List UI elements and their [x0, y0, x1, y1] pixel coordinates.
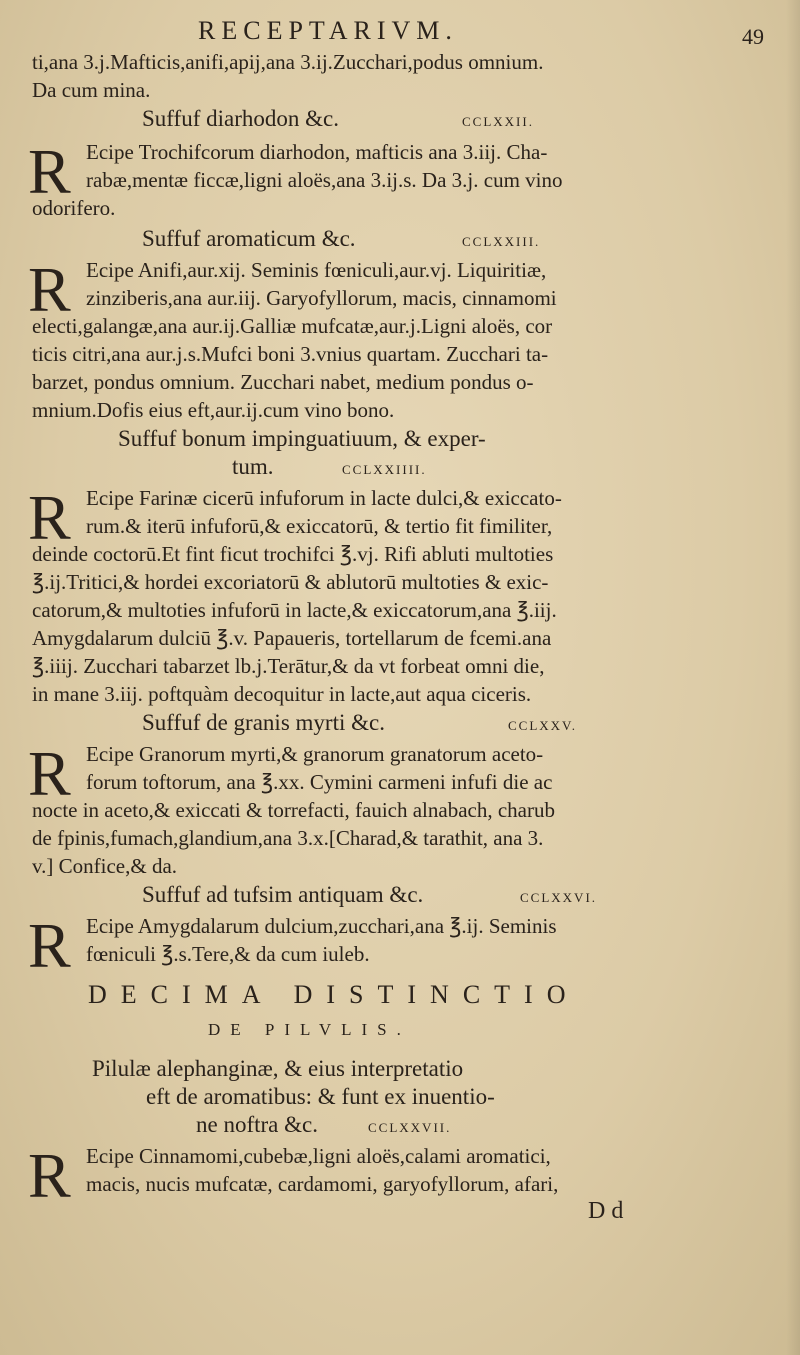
text-line: Ecipe Farinæ cicerū infuforum in lacte dulci,& exiccato-: [86, 486, 562, 510]
folio-number: 49: [742, 24, 764, 49]
text-line: barzet, pondus omnium. Zucchari nabet, medium pondus o-: [32, 370, 534, 394]
drop-cap: R: [28, 910, 71, 981]
text-line: de fpinis,fumach,glandium,ana 3.x.[Charad,& tarathit, ana 3.: [32, 826, 544, 850]
recipe-number: CCLXXII.: [462, 114, 534, 129]
recipe-title: Suffuf bonum impinguatiuum, & exper-: [118, 426, 486, 451]
recipe-title: Suffuf ad tufsim antiquam &c.: [142, 882, 424, 907]
text-line: Da cum mina.: [32, 78, 151, 102]
drop-cap: R: [28, 136, 71, 207]
text-line: Ecipe Amygdalarum dulcium,zucchari,ana ℥.ij. Seminis: [86, 914, 557, 938]
recipe-title: Suffuf aromaticum &c.: [142, 226, 356, 251]
page-edge-shadow: [786, 0, 800, 1355]
recipe-title: Pilulæ alephanginæ, & eius interpretatio: [92, 1056, 464, 1081]
drop-cap: R: [28, 1140, 71, 1211]
text-line: rum.& iterū infuforū,& exiccatorū, & tertio fit fimiliter,: [86, 514, 553, 538]
text-line: Ecipe Anifi,aur.xij. Seminis fœniculi,aur.vj. Liquiritiæ,: [86, 258, 547, 282]
catchword: D d: [588, 1198, 624, 1224]
recipe-number: CCLXXIII.: [462, 234, 541, 249]
drop-cap: R: [28, 254, 71, 325]
text-line: fœniculi ℥.s.Tere,& da cum iuleb.: [86, 942, 370, 966]
recipe-number: CCLXXV.: [508, 718, 578, 733]
text-line: odorifero.: [32, 196, 116, 220]
text-line: Ecipe Granorum myrti,& granorum granatorum aceto-: [86, 742, 544, 766]
text-line: Ecipe Cinnamomi,cubebæ,ligni aloës,calami aromatici,: [86, 1144, 551, 1168]
running-head: [0, 10, 800, 49]
running-title: RECEPTARIVM.: [198, 16, 458, 45]
text-line: zinziberis,ana aur.iij. Garyofyllorum, macis, cinnamomi: [86, 286, 557, 310]
recipe-number: CCLXXVII.: [368, 1120, 452, 1135]
text-line: in mane 3.iij. poftquàm decoquitur in lacte,aut aqua ciceris.: [32, 682, 532, 706]
text-line: deinde coctorū.Et fint ficut trochifci ℥.vj. Rifi abluti multoties: [32, 542, 554, 566]
section-heading: DECIMA DISTINCTIO: [88, 980, 580, 1009]
recipe-number: CCLXXVI.: [520, 890, 598, 905]
section-subheading: DE PILVLIS.: [208, 1020, 411, 1039]
text-line: macis, nucis mufcatæ, cardamomi, garyofyllorum, afari,: [86, 1172, 559, 1196]
drop-cap: R: [28, 482, 71, 553]
recipe-title: Suffuf diarhodon &c.: [142, 106, 339, 131]
text-line: electi,galangæ,ana aur.ij.Galliæ mufcatæ,aur.j.Ligni aloës, cor: [32, 314, 553, 338]
text-line: forum toftorum, ana ℥.xx. Cymini carmeni infufi die ac: [86, 770, 553, 794]
text-line: ℥.iiij. Zucchari tabarzet lb.j.Terātur,& da vt forbeat omni die,: [32, 654, 545, 678]
recipe-number: CCLXXIIII.: [342, 462, 427, 477]
text-line: rabæ,mentæ ficcæ,ligni aloës,ana 3.ij.s. Da 3.j. cum vino: [86, 168, 563, 192]
drop-cap: R: [28, 738, 71, 809]
text-line: catorum,& multoties infuforū in lacte,& exiccatorum,ana ℥.iij.: [32, 598, 557, 622]
recipe-title-continued: ne noftra &c.: [196, 1112, 318, 1137]
text-line: Ecipe Trochifcorum diarhodon, mafticis ana 3.iij. Cha-: [86, 140, 548, 164]
text-line: ticis citri,ana aur.j.s.Mufci boni 3.vnius quartam. Zucchari ta-: [32, 342, 549, 366]
text-line: Amygdalarum dulciū ℥.v. Papaueris, tortellarum de fcemi.ana: [32, 626, 552, 650]
text-line: ti,ana 3.j.Mafticis,anifi,apij,ana 3.ij.Zucchari,podus omnium.: [32, 50, 544, 74]
recipe-title-continued: tum.: [232, 454, 274, 479]
text-line: ℥.ij.Tritici,& hordei excoriatorū & ablutorū multoties & exic-: [32, 570, 549, 594]
text-line: mnium.Dofis eius eft,aur.ij.cum vino bono.: [32, 398, 395, 422]
recipe-title: Suffuf de granis myrti &c.: [142, 710, 385, 735]
text-line: nocte in aceto,& exiccati & torrefacti, fauich alnabach, charub: [32, 798, 555, 822]
text-line: v.] Confice,& da.: [32, 854, 178, 878]
recipe-title-continued: eft de aromatibus: & funt ex inuentio-: [146, 1084, 495, 1109]
